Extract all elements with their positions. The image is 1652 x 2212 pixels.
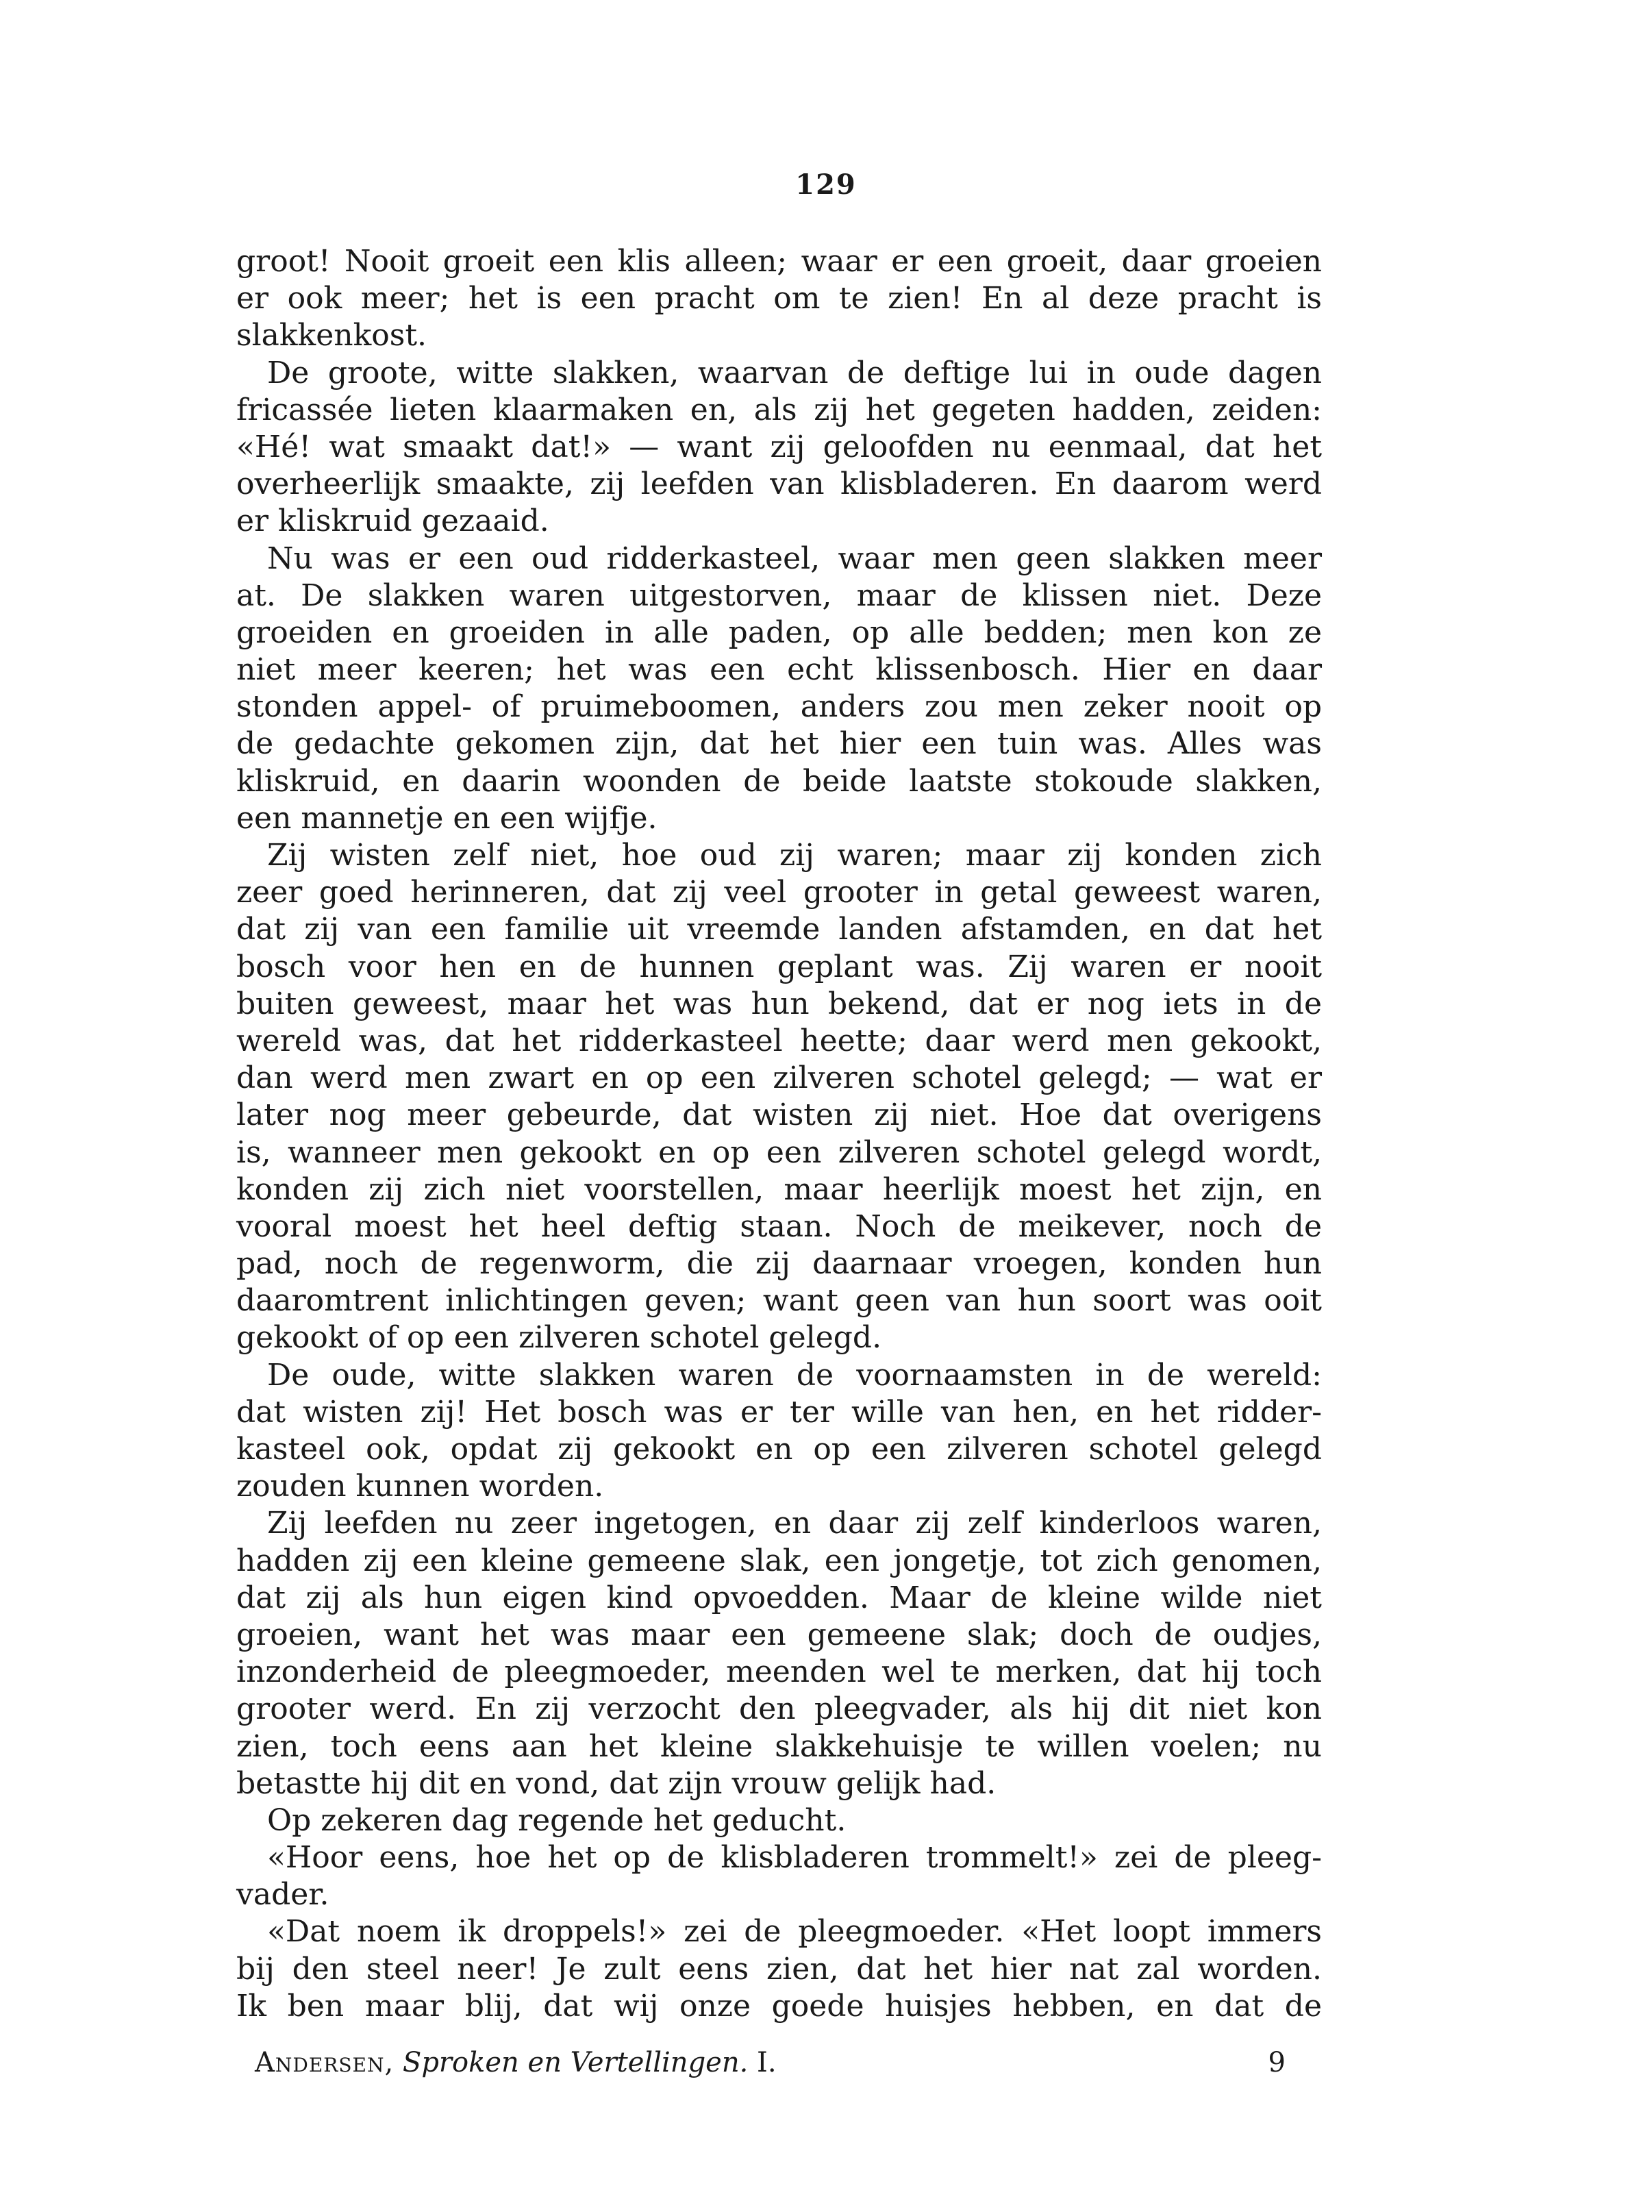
footer-volume: I. [757,2047,777,2078]
text-line: Ik ben maar blij, dat wij onze goede huisjes hebben, en dat de [236,1988,1322,2024]
page-number: 129 [795,169,857,201]
text-line: groeiden en groeiden in alle paden, op alle bedden; men kon ze [236,614,1322,650]
text-line: dan werd men zwart en op een zilveren schotel gelegd; — wat er [236,1060,1322,1096]
text-line: dat wisten zij! Het bosch was er ter wille van hen, en het ridder- [236,1394,1322,1430]
text-line: bij den steel neer! Je zult eens zien, dat het hier nat zal worden. [236,1951,1322,1987]
page-footer [255,2047,1286,2078]
text-line: groot! Nooit groeit een klis alleen; waar er een groeit, daar groeien [236,244,1322,279]
footer-title: Sproken en Vertellingen. [402,2047,749,2078]
text-line: Op zekeren dag regende het geducht. [267,1802,847,1838]
text-line: buiten geweest, maar het was hun bekend, dat er nog iets in de [236,986,1322,1021]
text-line: «Hoor eens, hoe het op de klisbladeren trommelt!» zei de pleeg- [267,1840,1322,1876]
footer-signature: 9 [1268,2047,1286,2078]
text-line: gekookt of op een zilveren schotel gelegd. [236,1320,882,1356]
text-line: kliskruid, en daarin woonden de beide laatste stokoude slakken, [236,763,1322,799]
text-line: Zij leefden nu zeer ingetogen, en daar zij zelf kinderloos waren, [267,1506,1322,1541]
text-line: niet meer keeren; het was een echt klissenbosch. Hier en daar [236,652,1322,688]
text-line: dat zij van een familie uit vreemde landen afstamden, en dat het [236,912,1322,947]
text-line: konden zij zich niet voorstellen, maar heerlijk moest het zijn, en [236,1171,1322,1207]
text-line: er ook meer; het is een pracht om te zien! En al deze pracht is [236,281,1322,316]
text-line: kasteel ook, opdat zij gekookt en op een zilveren schotel gelegd [236,1432,1322,1467]
text-line: stonden appel- of pruimeboomen, anders zou men zeker nooit op [236,689,1322,725]
text-line: «Dat noem ik droppels!» zei de pleegmoeder. «Het loopt immers [267,1914,1322,1950]
footer-citation [255,2047,777,2078]
text-line: Nu was er een oud ridderkasteel, waar men geen slakken meer [267,540,1322,576]
text-line: fricassée lieten klaarmaken en, als zij het gegeten hadden, zeiden: [236,392,1322,427]
text-line: later nog meer gebeurde, dat wisten zij niet. Hoe dat overigens [236,1097,1322,1133]
text-line: at. De slakken waren uitgestorven, maar de klissen niet. Deze [236,577,1322,613]
text-line: er kliskruid gezaaid. [236,504,549,539]
text-line: een mannetje en een wijfje. [236,800,658,836]
text-line: daaromtrent inlichtingen geven; want geen van hun soort was ooit [236,1283,1322,1319]
text-line: De groote, witte slakken, waarvan de deftige lui in oude dagen [267,355,1322,390]
text-line: grooter werd. En zij verzocht den pleegvader, als hij dit niet kon [236,1691,1322,1727]
text-line: vooral moest het heel deftig staan. Noch de meikever, noch de [236,1208,1322,1244]
text-line: wereld was, dat het ridderkasteel heette; daar werd men gekookt, [236,1023,1322,1058]
text-line: De oude, witte slakken waren de voornaamsten in de wereld: [267,1357,1322,1393]
text-line: «Hé! wat smaakt dat!» — want zij geloofden nu eenmaal, dat het [236,429,1322,464]
text-line: zeer goed herinneren, dat zij veel grooter in getal geweest waren, [236,875,1322,910]
text-line: groeien, want het was maar een gemeene slak; doch de oudjes, [236,1617,1322,1652]
text-line: dat zij als hun eigen kind opvoedden. Maar de kleine wilde niet [236,1580,1322,1615]
text-line: zien, toch eens aan het kleine slakkehuisje te willen voelen; nu [236,1728,1322,1764]
text-line: hadden zij een kleine gemeene slak, een jongetje, tot zich genomen, [236,1543,1322,1578]
text-line: Zij wisten zelf niet, hoe oud zij waren; maar zij konden zich [267,838,1322,873]
text-line: overheerlijk smaakte, zij leefden van klisbladeren. En daarom werd [236,467,1322,502]
text-line: pad, noch de regenworm, die zij daarnaar vroegen, konden hun [236,1246,1322,1282]
text-line: vader. [236,1877,329,1913]
text-line: is, wanneer men gekookt en op een zilveren schotel gelegd wordt, [236,1134,1322,1170]
text-line: betastte hij dit en vond, dat zijn vrouw gelijk had. [236,1765,997,1801]
text-line: bosch voor hen en de hunnen geplant was. Zij waren er nooit [236,949,1322,984]
text-line: slakkenkost. [236,318,427,353]
text-line: de gedachte gekomen zijn, dat het hier een tuin was. Alles was [236,726,1322,762]
text-line: zouden kunnen worden. [236,1469,604,1504]
body-text [236,243,1322,2025]
footer-author: Andersen, [255,2047,395,2078]
text-line: inzonderheid de pleegmoeder, meenden wel te merken, dat hij toch [236,1654,1322,1690]
